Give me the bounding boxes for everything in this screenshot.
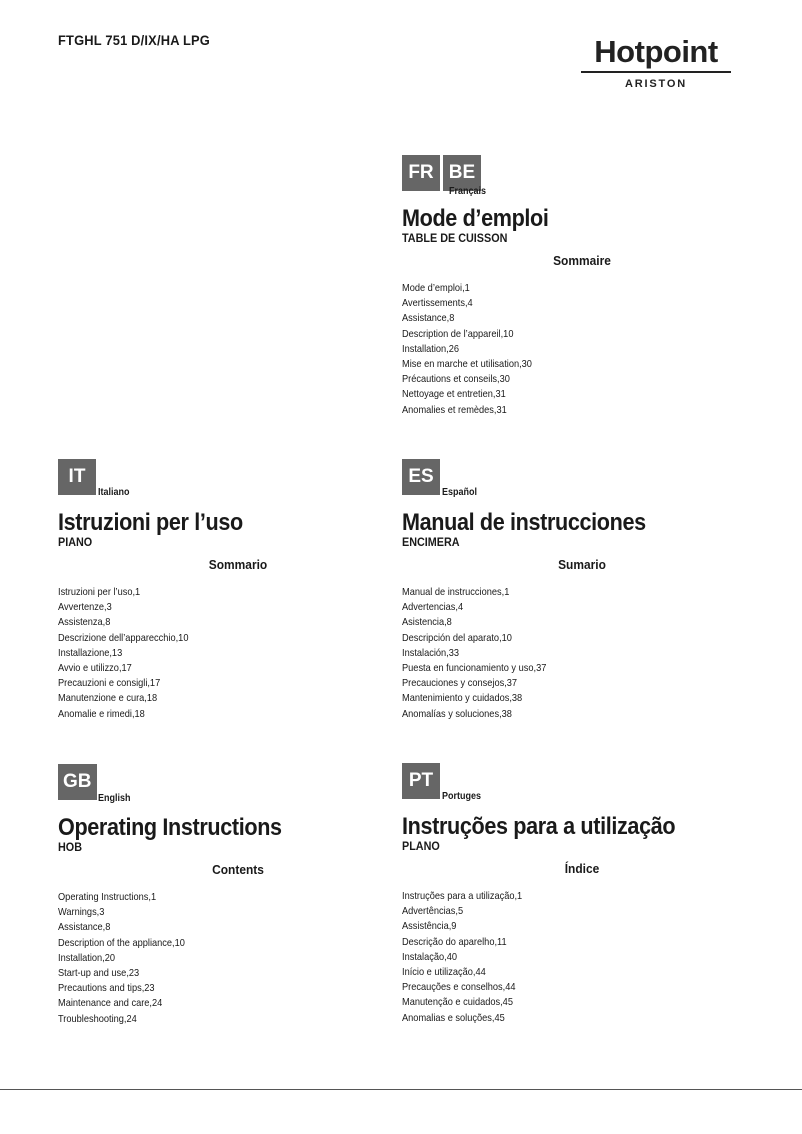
language-name: English [98,793,131,804]
toc-item: Troubleshooting,24 [58,1012,137,1025]
toc-item: Precauções e conselhos,44 [402,981,516,994]
toc-item: Warnings,3 [58,906,105,919]
contents-heading: Contents [212,862,264,877]
toc-item: Assistência,9 [402,920,457,933]
table-of-contents [402,889,762,1026]
toc-item: Puesta en funcionamiento y uso,37 [402,662,547,675]
toc-item: Precautions and tips,23 [58,982,155,995]
section-english [58,764,418,1027]
toc-item: Mise en marche et utilisation,30 [402,358,532,371]
toc-item: Assistance,8 [402,312,455,325]
sub-brand-name: ARISTON [625,78,687,90]
section-portuguese [402,763,762,1026]
toc-item: Asistencia,8 [402,616,452,629]
toc-item: Anomalías y soluciones,38 [402,707,512,720]
language-name: Italiano [98,487,130,498]
language-name: Portuges [442,791,482,802]
toc-item: Advertências,5 [402,905,464,918]
section-title: Mode d’emploi [402,205,549,232]
toc-item: Nettoyage et entretien,31 [402,388,506,401]
brand-name: Hotpoint [594,34,718,69]
toc-item: Advertencias,4 [402,601,464,614]
language-badges [402,763,762,801]
section-title: Operating Instructions [58,814,282,841]
toc-item: Maintenance and care,24 [58,997,163,1010]
section-subtitle: PIANO [58,535,93,549]
contents-heading: Sumario [558,557,606,572]
toc-item: Anomalie e rimedi,18 [58,707,145,720]
toc-item: Description de l’appareil,10 [402,327,514,340]
toc-item: Instalación,33 [402,646,460,659]
toc-item: Descrição do aparelho,11 [402,935,507,948]
toc-item: Istruzioni per l’uso,1 [58,586,141,598]
language-badges [402,459,762,497]
section-subtitle: TABLE DE CUISSON [402,231,508,245]
badge-be: BE [443,155,481,191]
model-number: FTGHL 751 D/IX/HA LPG [58,32,211,48]
toc-item: Precauzioni e consigli,17 [58,677,161,690]
contents-heading: Sommaire [553,253,611,268]
language-badges [58,459,418,497]
toc-item: Instruções para a utilização,1 [402,890,523,902]
section-italian [58,459,418,722]
toc-item: Assistenza,8 [58,616,111,629]
footer-divider [0,1089,802,1090]
toc-item: Mode d’emploi,1 [402,282,470,294]
toc-item: Anomalies et remèdes,31 [402,403,507,416]
toc-item: Descripción del aparato,10 [402,631,512,644]
toc-item: Avertissements,4 [402,297,473,310]
toc-item: Manutenção e cuidados,45 [402,996,513,1009]
section-spanish [402,459,762,722]
badge-fr: FR [402,155,440,191]
toc-item: Avvio e utilizzo,17 [58,662,132,675]
toc-item: Start-up and use,23 [58,967,140,980]
toc-item: Assistance,8 [58,921,111,934]
toc-item: Manutenzione e cura,18 [58,692,158,705]
toc-item: Início e utilização,44 [402,966,486,979]
badge-it: IT [58,459,96,495]
toc-item: Précautions et conseils,30 [402,373,510,386]
toc-item: Manual de instrucciones,1 [402,586,510,598]
logo-divider [581,71,731,73]
table-of-contents [402,585,762,722]
contents-heading: Sommario [208,557,268,572]
table-of-contents [402,281,762,418]
section-subtitle: HOB [58,840,83,854]
toc-item: Description of the appliance,10 [58,936,185,949]
language-badges [402,155,762,197]
badge-pt: PT [402,763,440,799]
toc-item: Anomalias e soluções,45 [402,1011,505,1024]
section-title: Istruzioni per l’uso [58,509,243,536]
language-name: Français [449,186,487,197]
table-of-contents [58,890,418,1027]
section-subtitle: PLANO [402,839,440,853]
section-subtitle: ENCIMERA [402,535,460,549]
section-french [402,155,762,418]
badge-gb: GB [58,764,97,800]
brand-logo [581,36,731,90]
language-name: Español [442,487,478,498]
section-title: Manual de instrucciones [402,509,646,536]
toc-item: Installazione,13 [58,646,123,659]
toc-item: Instalação,40 [402,950,457,963]
toc-item: Operating Instructions,1 [58,891,157,903]
toc-item: Installation,20 [58,951,116,964]
toc-item: Precauciones y consejos,37 [402,677,518,690]
table-of-contents [58,585,418,722]
badge-es: ES [402,459,440,495]
toc-item: Mantenimiento y cuidados,38 [402,692,523,705]
toc-item: Descrizione dell’apparecchio,10 [58,631,189,644]
toc-item: Installation,26 [402,342,460,355]
toc-item: Avvertenze,3 [58,601,112,614]
contents-heading: Índice [564,861,600,876]
language-badges [58,764,418,802]
section-title: Instruções para a utilização [402,813,676,840]
